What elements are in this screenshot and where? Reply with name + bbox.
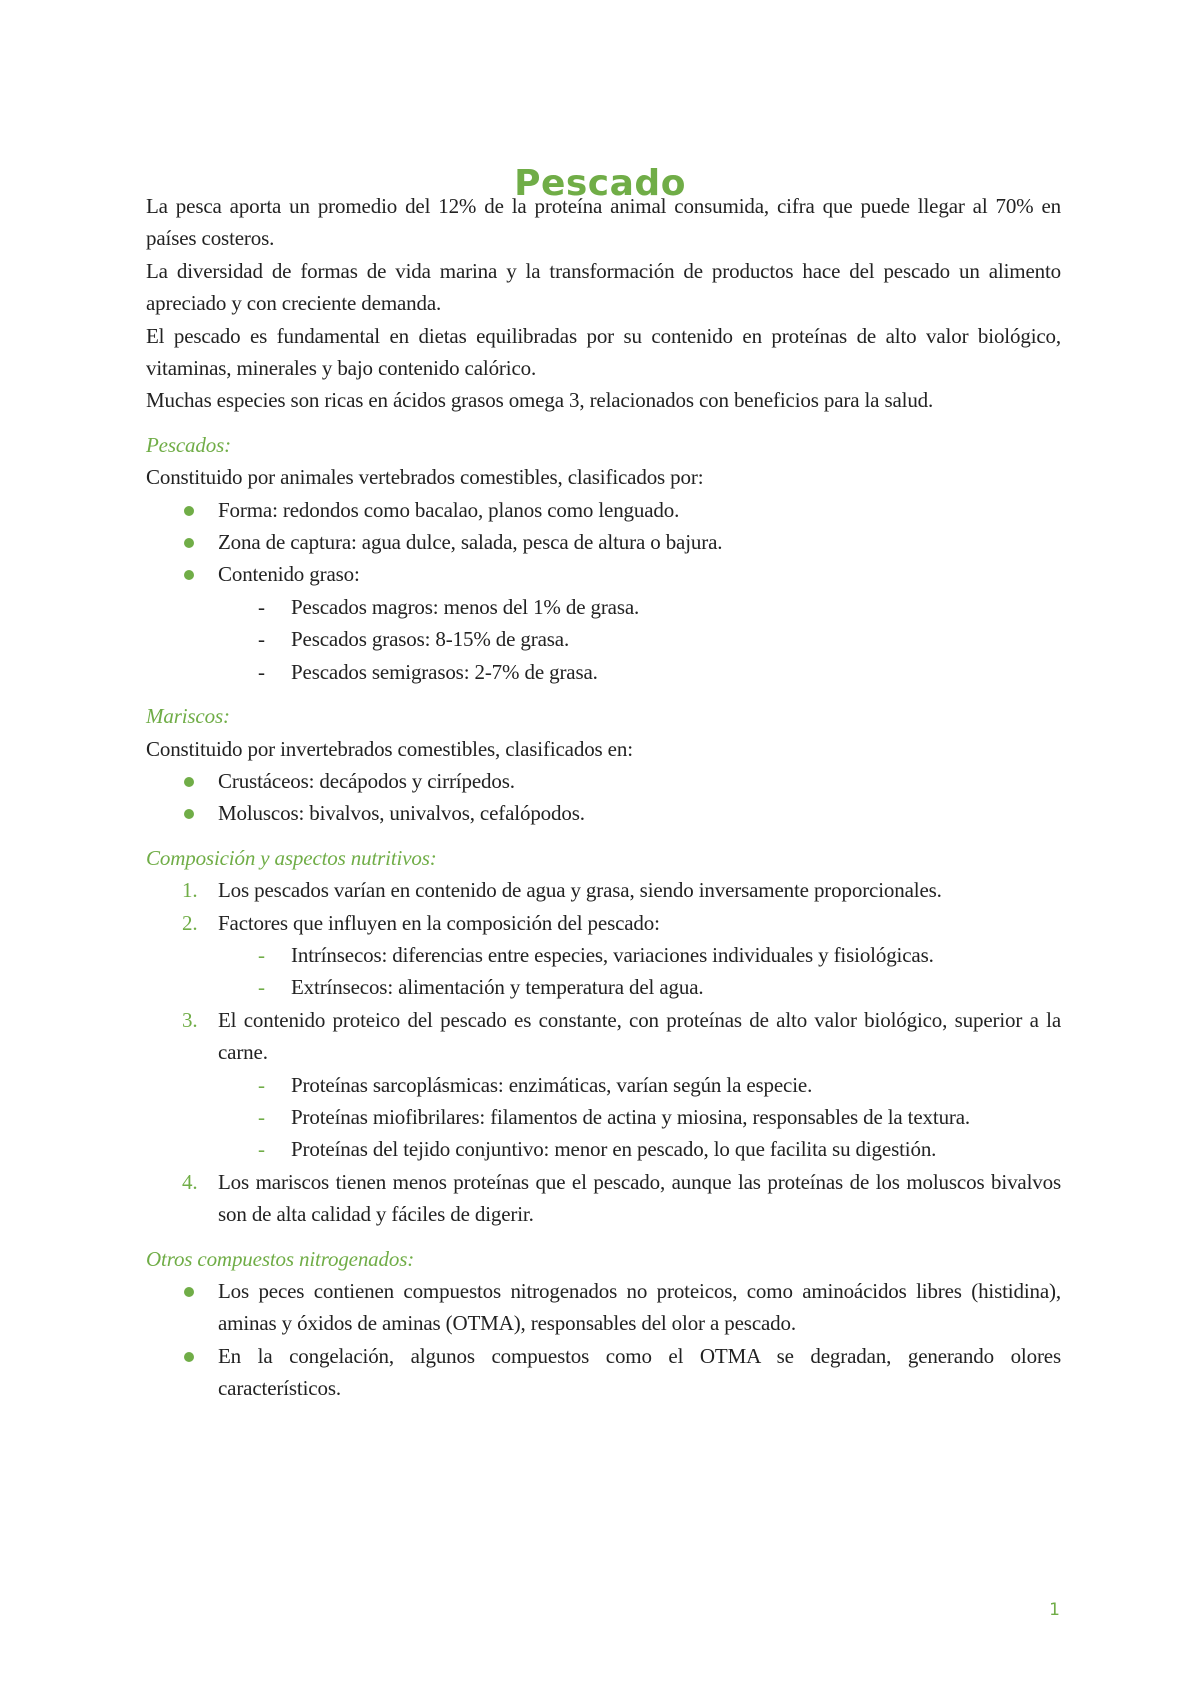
list-item-text: Proteínas miofibrilares: filamentos de actina y miosina, responsables de la textura. — [291, 1104, 971, 1129]
intro-section — [146, 0, 1061, 417]
bullet-list — [146, 1275, 1061, 1405]
dash-marker: - — [258, 942, 265, 967]
list-item-text: Pescados semigrasos: 2-7% de grasa. — [291, 659, 598, 684]
section-heading-otros: Otros compuestos nitrogenados: — [146, 1246, 415, 1271]
list-item-text: Proteínas sarcoplásmicas: enzimáticas, varían según la especie. — [291, 1072, 813, 1097]
intro-paragraph: El pescado es fundamental en dietas equilibradas por su contenido en proteínas de alto valor biológico, vitaminas, minerales y bajo contenido calórico. — [146, 323, 1061, 381]
list-item-text: Contenido graso: — [218, 562, 360, 587]
bullet-dot-icon — [184, 809, 194, 819]
bullet-dot-icon — [184, 570, 194, 580]
intro-paragraph: La diversidad de formas de vida marina y la transformación de productos hace del pescado un alimento apreciado y con creciente demanda. — [146, 258, 1061, 316]
list-item — [146, 591, 1061, 623]
list-number: 2. — [182, 910, 198, 935]
dash-marker: - — [258, 975, 265, 1000]
list-item-text: Los pescados varían en contenido de agua y grasa, siendo inversamente proporcionales. — [218, 878, 942, 903]
list-item — [146, 623, 1061, 655]
list-item — [146, 558, 1061, 590]
list-item — [146, 656, 1061, 688]
list-item — [146, 1004, 1061, 1166]
list-item-text: Pescados magros: menos del 1% de grasa. — [291, 594, 640, 619]
list-item-text: Los peces contienen compuestos nitrogenados no proteicos, como aminoácidos libres (histidina), aminas y óxidos de aminas (OTMA), responsables del olor a pescado. — [218, 1279, 1061, 1336]
list-item — [146, 1166, 1061, 1231]
list-item — [146, 1275, 1061, 1340]
dash-marker: - — [258, 594, 265, 619]
bullet-dot-icon — [184, 506, 194, 516]
section-lead: Constituido por invertebrados comestibles, clasificados en: — [146, 736, 633, 761]
intro-paragraph: Muchas especies son ricas en ácidos grasos omega 3, relacionados con beneficios para la salud. — [146, 388, 934, 413]
bullet-dot-icon — [184, 1287, 194, 1297]
list-item — [146, 1340, 1061, 1405]
dash-marker: - — [258, 659, 265, 684]
dash-marker: - — [258, 1137, 265, 1162]
list-item — [146, 494, 1061, 526]
section-heading-composicion: Composición y aspectos nutritivos: — [146, 845, 437, 870]
list-number: 3. — [182, 1007, 198, 1032]
list-number: 1. — [182, 878, 198, 903]
list-item-text: En la congelación, algunos compuestos como el OTMA se degradan, generando olores característicos. — [218, 1343, 1061, 1401]
list-item-text: El contenido proteico del pescado es constante, con proteínas de alto valor biológico, superior a la carne. — [218, 1007, 1061, 1065]
list-number: 4. — [182, 1169, 198, 1194]
list-item-text: Los mariscos tienen menos proteínas que el pescado, aunque las proteínas de los moluscos bivalvos son de alta calidad y fáciles de digerir. — [218, 1169, 1061, 1227]
list-item-text: Crustáceos: decápodos y cirrípedos. — [218, 768, 515, 793]
list-item — [218, 1133, 1061, 1165]
list-item — [218, 1069, 1061, 1101]
list-item — [218, 1101, 1061, 1133]
list-item-text: Forma: redondos como bacalao, planos como lenguado. — [218, 497, 680, 522]
section-lead: Constituido por animales vertebrados comestibles, clasificados por: — [146, 465, 704, 490]
dash-marker: - — [258, 1104, 265, 1129]
document-body — [146, 0, 1061, 1405]
intro-paragraph: La pesca aporta un promedio del 12% de la proteína animal consumida, cifra que puede llegar al 70% en países costeros. — [146, 194, 1061, 251]
dash-list — [146, 591, 1061, 688]
list-item-text: Factores que influyen en la composición del pescado: — [218, 910, 660, 935]
dash-marker: - — [258, 1072, 265, 1097]
list-item-text: Moluscos: bivalvos, univalvos, cefalópodos. — [218, 801, 585, 826]
list-item — [218, 971, 1061, 1003]
list-item — [146, 765, 1061, 797]
list-item-text: Extrínsecos: alimentación y temperatura del agua. — [291, 975, 704, 1000]
dash-list — [218, 1069, 1061, 1166]
list-item — [146, 874, 1061, 906]
list-item — [146, 526, 1061, 558]
list-item — [146, 797, 1061, 829]
list-item-text: Intrínsecos: diferencias entre especies, variaciones individuales y fisiológicas. — [291, 942, 934, 967]
list-item — [146, 907, 1061, 1004]
bullet-dot-icon — [184, 777, 194, 787]
bullet-list — [146, 765, 1061, 830]
list-item-text: Zona de captura: agua dulce, salada, pesca de altura o bajura. — [218, 530, 723, 555]
section-heading-mariscos: Mariscos: — [146, 704, 230, 729]
page-title: Pescado — [514, 163, 686, 205]
list-item-text: Pescados grasos: 8-15% de grasa. — [291, 627, 570, 652]
list-item-text: Proteínas del tejido conjuntivo: menor en pescado, lo que facilita su digestión. — [291, 1137, 937, 1162]
dash-marker: - — [258, 627, 265, 652]
numbered-list — [146, 874, 1061, 1230]
dash-list — [218, 939, 1061, 1004]
page-number: 1 — [1049, 1600, 1060, 1620]
list-item — [218, 939, 1061, 971]
section-heading-pescados: Pescados: — [146, 432, 231, 457]
bullet-dot-icon — [184, 1352, 194, 1362]
bullet-list — [146, 494, 1061, 591]
bullet-dot-icon — [184, 538, 194, 548]
